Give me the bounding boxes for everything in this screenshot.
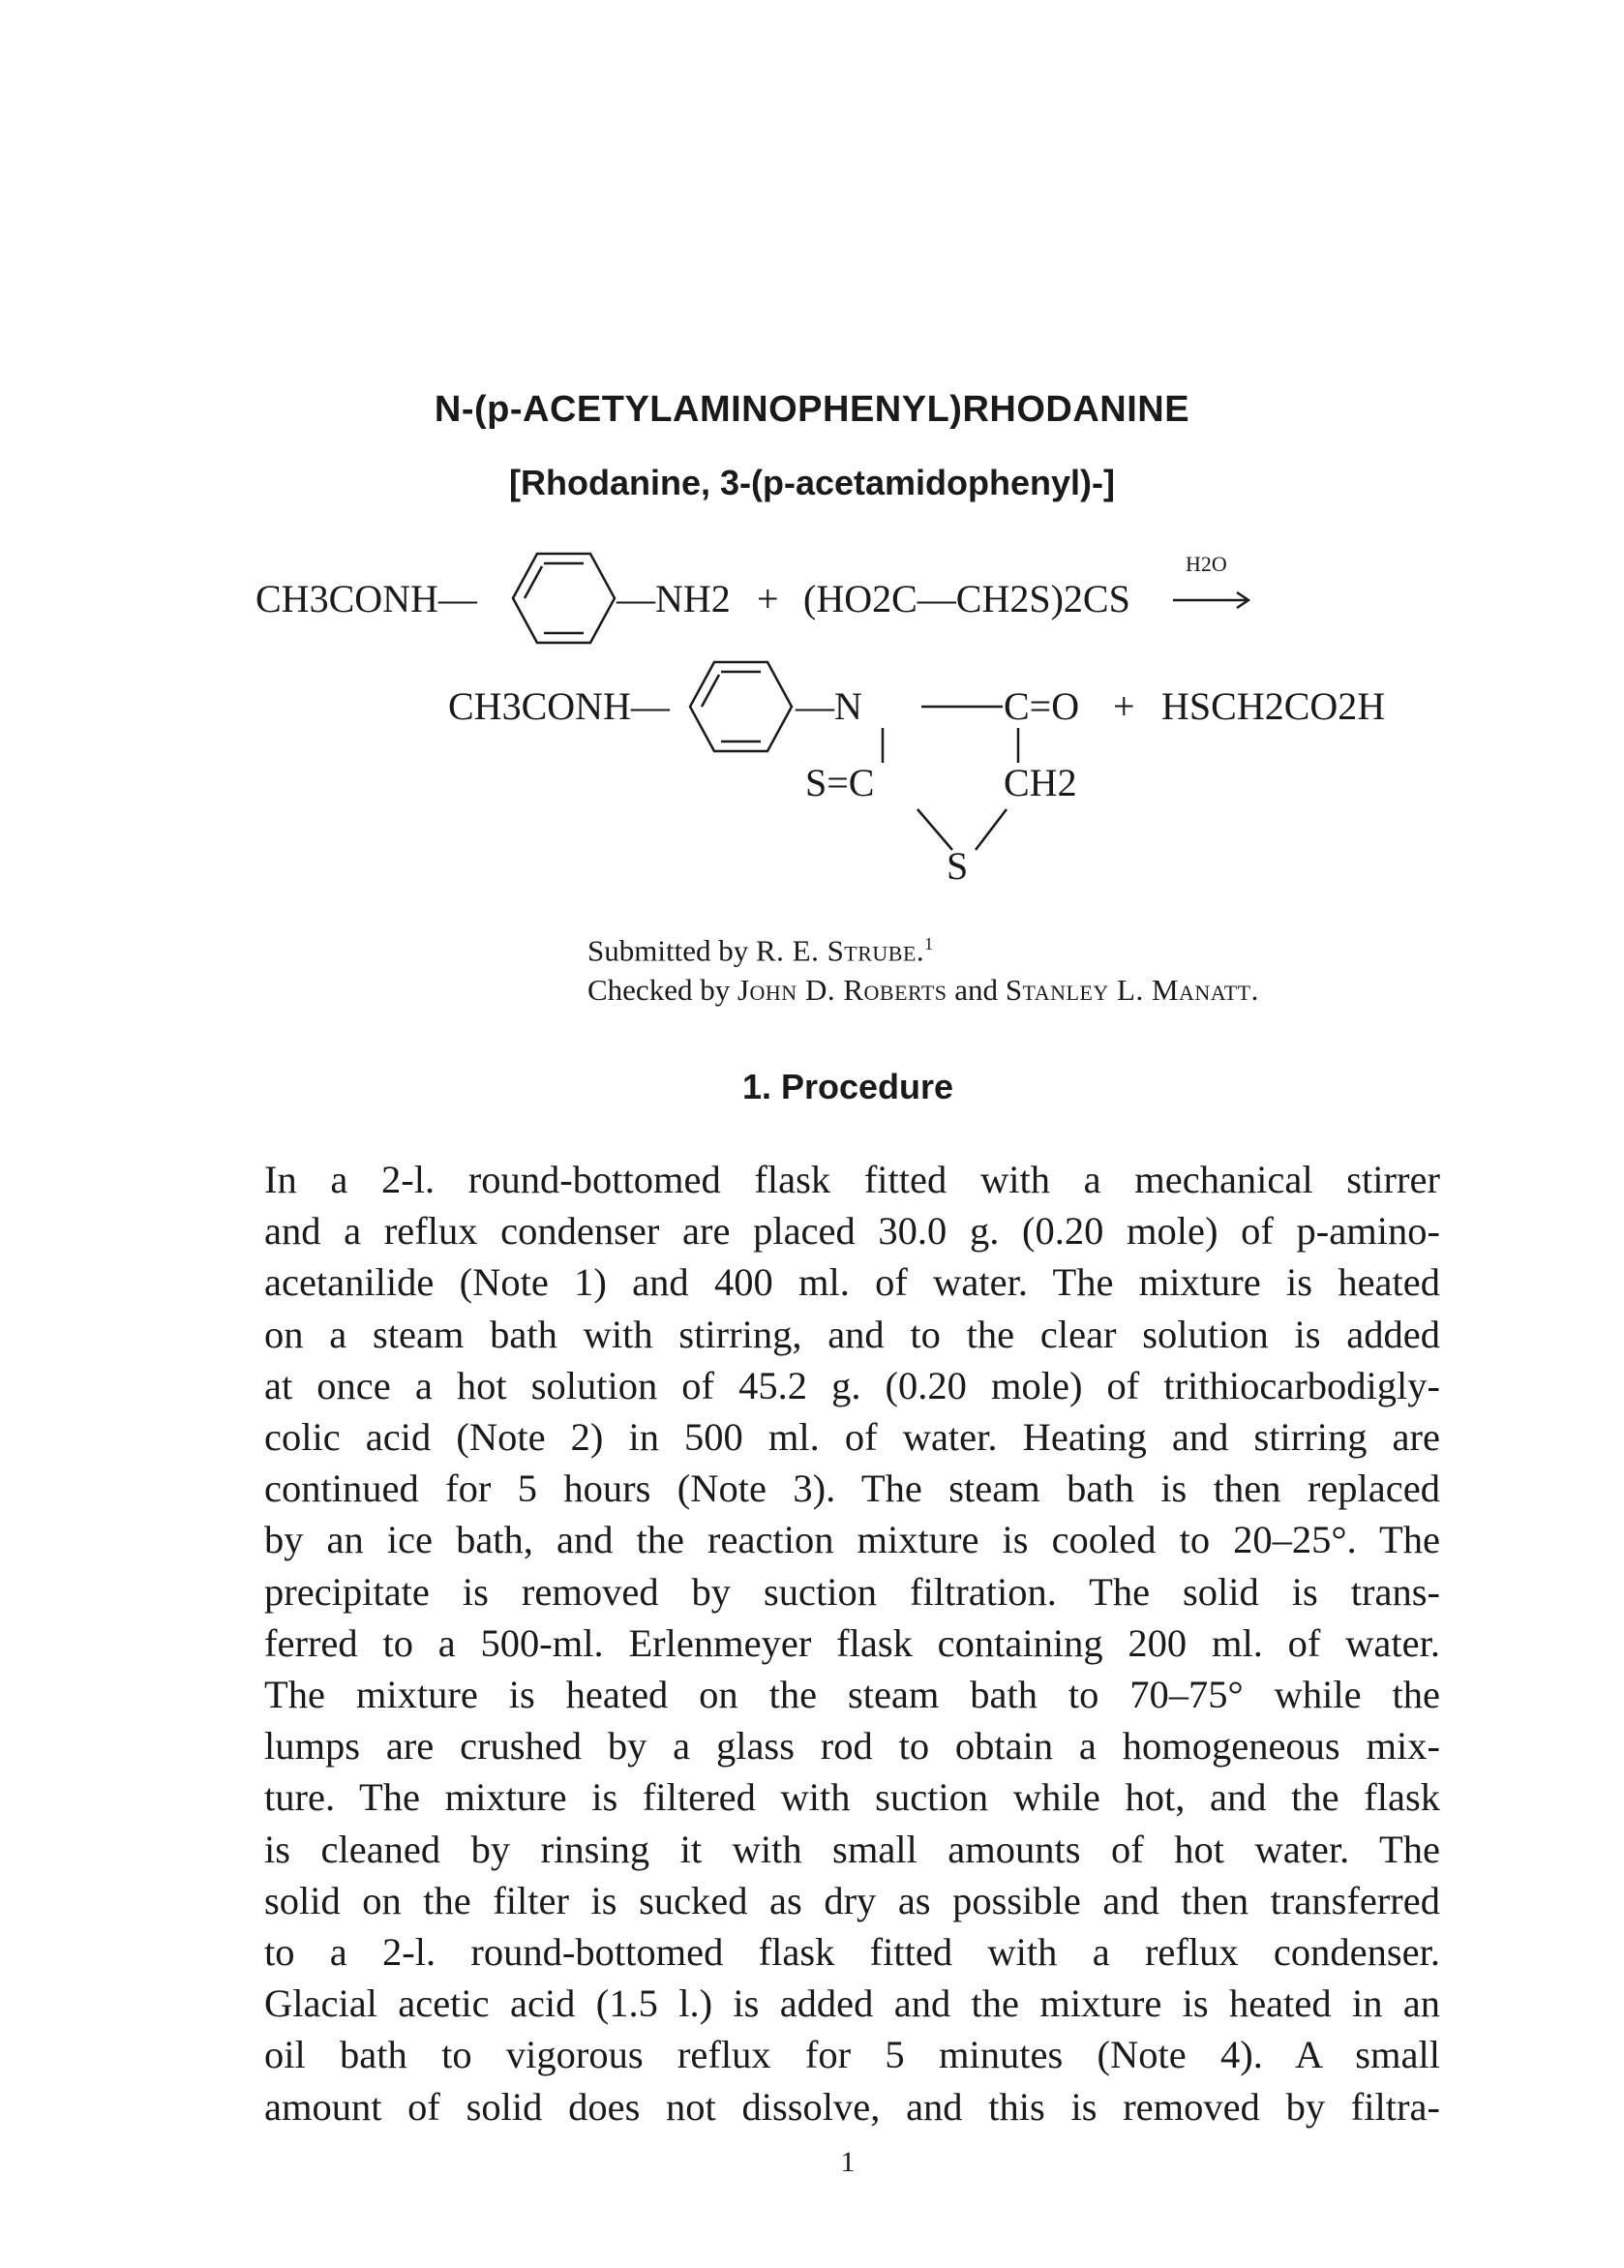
- body-line: at once a hot solution of 45.2 g. (0.20 mole) of trithiocarbodigly-: [264, 1363, 1440, 1407]
- footnote-ref: 1: [924, 934, 934, 953]
- page-number: 1: [840, 2146, 856, 2178]
- body-line: The mixture is heated on the steam bath to 70–75° while the: [264, 1673, 1440, 1717]
- body-line: on a steam bath with stirring, and to the clear solution is added: [264, 1312, 1440, 1356]
- checked-and: and: [954, 973, 999, 1008]
- product-carbonyl: C=O: [1004, 684, 1080, 728]
- reaction-arrow-icon: [1173, 592, 1248, 608]
- reactant1-left: CH3CONH—: [256, 577, 477, 620]
- ring-methylene: CH2: [1004, 761, 1077, 804]
- submitted-line: [587, 924, 1259, 970]
- body-line: colic acid (Note 2) in 500 ml. of water. Heating and stirring are: [264, 1415, 1440, 1460]
- body-line: acetanilide (Note 1) and 400 ml. of water. The mixture is heated: [264, 1260, 1440, 1305]
- product-left: CH3CONH—: [448, 684, 670, 728]
- body-line: amount of solid does not dissolve, and this is removed by filtra-: [264, 2084, 1440, 2129]
- benzene-ring-icon-2: [690, 662, 792, 751]
- body-line: ture. The mixture is filtered with suction while hot, and the flask: [264, 1775, 1440, 1820]
- body-line: to a 2-l. round-bottomed flask fitted with a reflux condenser.: [264, 1930, 1440, 1975]
- arrow-label: H2O: [1186, 552, 1227, 576]
- product-plus: +: [1113, 684, 1135, 728]
- body-line: by an ice bath, and the reaction mixture is cooled to 20–25°. The: [264, 1518, 1440, 1562]
- body-line: precipitate is removed by suction filtration. The solid is trans-: [264, 1569, 1440, 1614]
- checked-prefix: Checked by: [587, 973, 731, 1008]
- plus-sign: +: [757, 577, 779, 620]
- body-line: ferred to a 500-ml. Erlenmeyer flask containing 200 ml. of water.: [264, 1620, 1440, 1665]
- ring-sulfur: S: [947, 844, 969, 888]
- product-nitrogen: —N: [796, 684, 862, 728]
- reactant2: (HO2C—CH2S)2CS: [803, 577, 1130, 620]
- checker-name-1: John D. Roberts: [737, 973, 947, 1008]
- section-heading: 1. Procedure: [741, 1067, 954, 1106]
- page-title: N-(p-ACETYLAMINOPHENYL)RHODANINE: [434, 389, 1190, 430]
- byproduct: HSCH2CO2H: [1161, 684, 1386, 728]
- benzene-ring-icon: [513, 554, 615, 643]
- body-line: In a 2-l. round-bottomed flask fitted with a mechanical stirrer: [264, 1158, 1440, 1201]
- body-line: Glacial acetic acid (1.5 l.) is added and the mixture is heated in an: [264, 1981, 1440, 2026]
- page-subtitle: [Rhodanine, 3-(p-acetamidophenyl)-]: [508, 463, 1115, 502]
- body-line: is cleaned by rinsing it with small amounts of hot water. The: [264, 1827, 1440, 1871]
- procedure-paragraph: [264, 1154, 1440, 2132]
- body-line: continued for 5 hours (Note 3). The steam bath is then replaced: [264, 1467, 1440, 1511]
- credits-block: [587, 924, 1259, 1010]
- submitter-name: R. E. Strube.: [755, 933, 925, 968]
- body-line: and a reflux condenser are placed 30.0 g. (0.20 mole) of p-amino-: [264, 1209, 1440, 1254]
- ring-thiocarbonyl: S=C: [805, 761, 875, 804]
- body-line: lumps are crushed by a glass rod to obtain a homogeneous mix-: [264, 1724, 1440, 1769]
- reactant1-right: —NH2: [617, 577, 731, 620]
- checked-line: [587, 970, 1259, 1010]
- body-line: solid on the filter is sucked as dry as possible and then transferred: [264, 1878, 1440, 1922]
- submitted-prefix: Submitted by: [587, 933, 749, 968]
- checker-name-2: Stanley L. Manatt.: [1005, 973, 1259, 1008]
- body-line: oil bath to vigorous reflux for 5 minutes (Note 4). A small: [264, 2033, 1440, 2077]
- ring-bonds: [883, 707, 1018, 850]
- reaction-scheme: [0, 0, 1624, 910]
